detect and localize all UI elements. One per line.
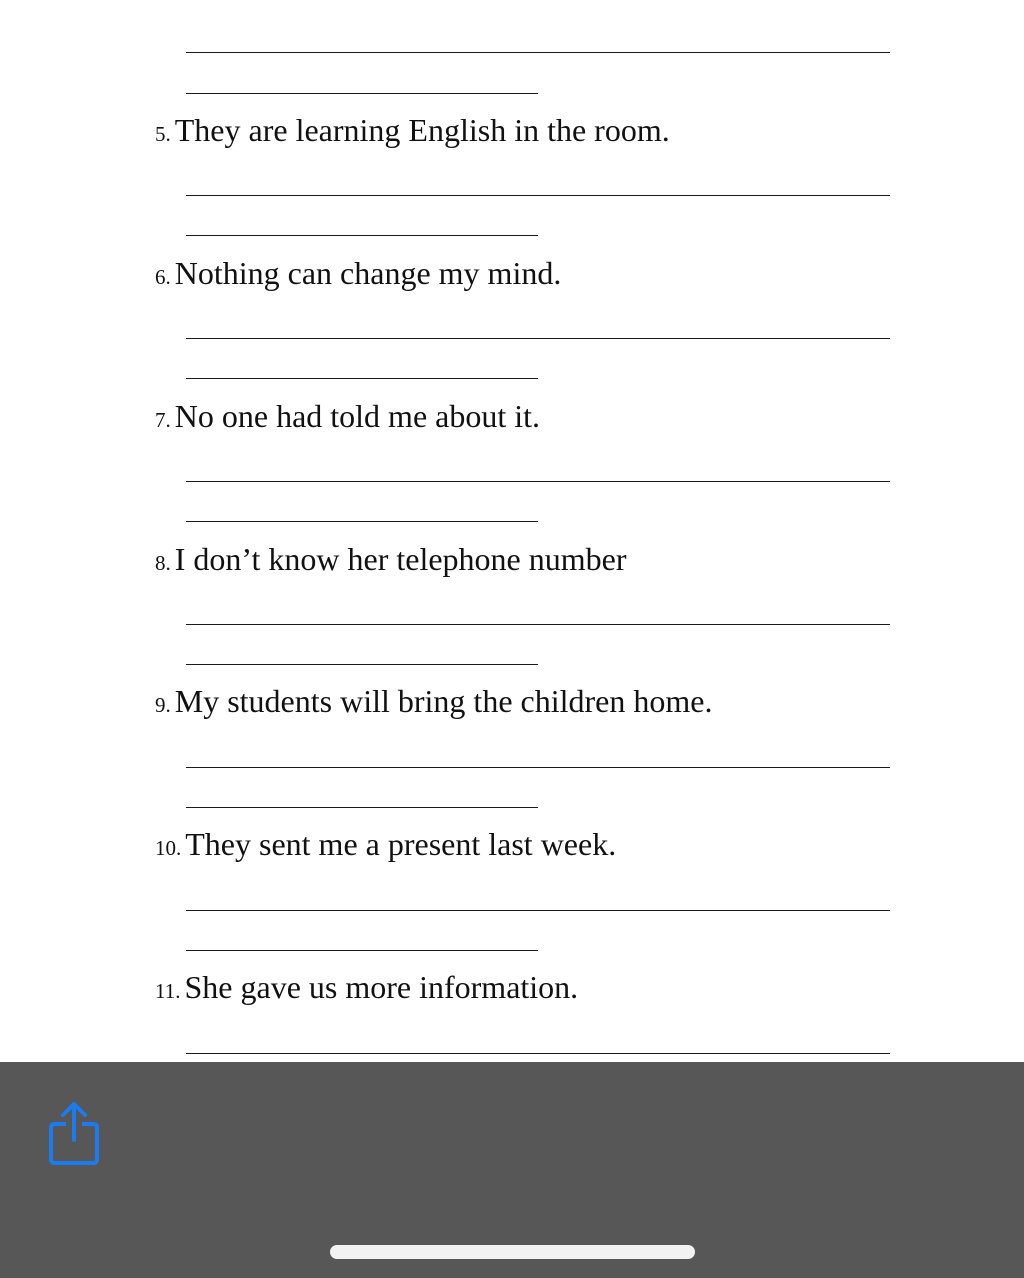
exercise-item-11 xyxy=(155,971,578,1003)
answer-line xyxy=(186,338,890,339)
item-number: 7. xyxy=(155,408,171,432)
answer-line xyxy=(186,910,890,911)
item-sentence: Nothing can change my mind. xyxy=(174,255,562,291)
item-number: 9. xyxy=(155,693,171,717)
exercise-item-9 xyxy=(155,685,712,717)
exercise-item-10 xyxy=(155,828,616,860)
exercise-item-6 xyxy=(155,257,561,289)
answer-line xyxy=(186,664,538,665)
item-sentence: I don’t know her telephone number xyxy=(174,541,627,577)
answer-line xyxy=(186,52,890,53)
answer-line xyxy=(186,1053,890,1054)
item-number: 5. xyxy=(155,122,171,146)
item-sentence: They are learning English in the room. xyxy=(174,112,670,148)
answer-line xyxy=(186,807,538,808)
item-sentence: No one had told me about it. xyxy=(174,398,541,434)
answer-line xyxy=(186,950,538,951)
item-sentence: They sent me a present last week. xyxy=(185,826,617,862)
answer-line xyxy=(186,235,538,236)
item-number: 10. xyxy=(155,836,182,860)
exercise-item-5 xyxy=(155,114,670,146)
answer-line xyxy=(186,378,538,379)
answer-line xyxy=(186,195,890,196)
bottom-toolbar xyxy=(0,1062,1024,1278)
answer-line xyxy=(186,767,890,768)
home-indicator[interactable] xyxy=(330,1245,695,1259)
answer-line xyxy=(186,93,538,94)
answer-line xyxy=(186,481,890,482)
exercise-item-7 xyxy=(155,400,540,432)
share-icon xyxy=(46,1100,102,1166)
item-number: 11. xyxy=(155,979,181,1003)
item-number: 6. xyxy=(155,265,171,289)
exercise-item-8 xyxy=(155,543,626,575)
item-sentence: She gave us more information. xyxy=(184,969,579,1005)
share-button[interactable] xyxy=(46,1100,102,1166)
item-number: 8. xyxy=(155,551,171,575)
item-sentence: My students will bring the children home. xyxy=(174,683,713,719)
answer-line xyxy=(186,521,538,522)
answer-line xyxy=(186,624,890,625)
